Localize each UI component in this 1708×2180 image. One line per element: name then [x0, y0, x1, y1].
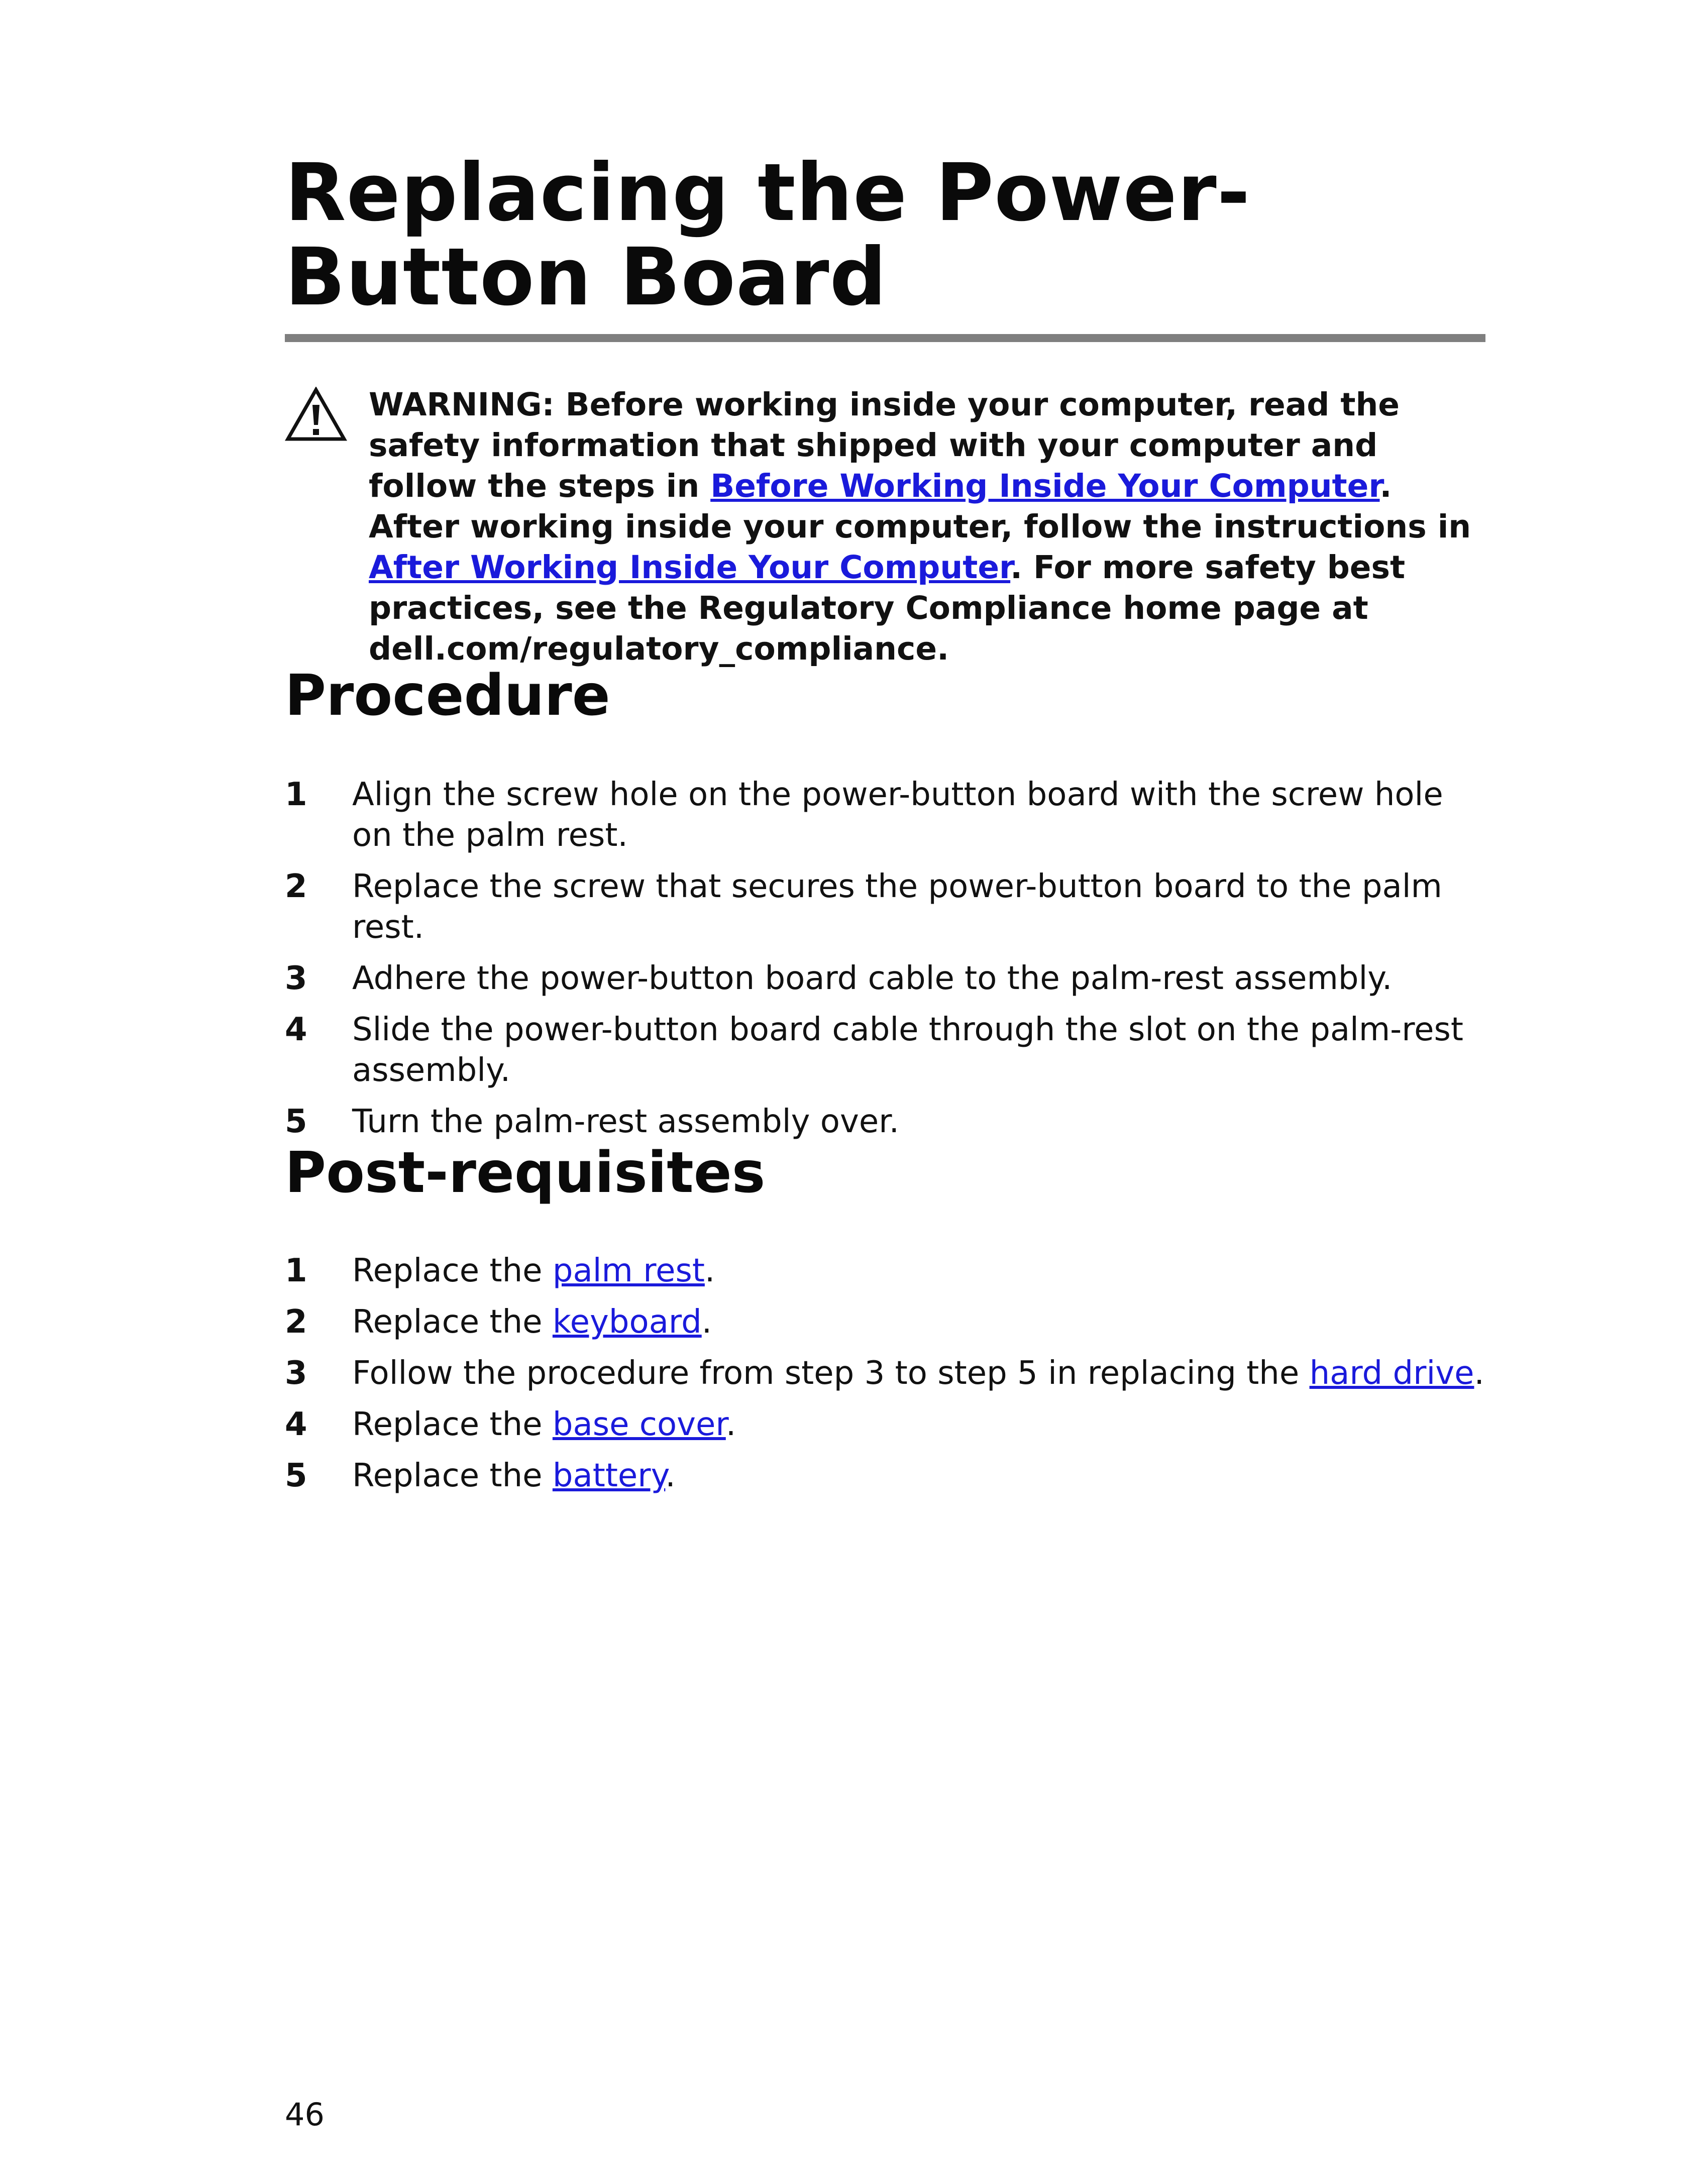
postrequisites-heading: Post-requisites — [285, 1140, 766, 1206]
procedure-list — [285, 775, 1485, 1153]
step-number: 3 — [285, 1355, 307, 1392]
procedure-step — [285, 1102, 1485, 1142]
warning-text-part: WARNING: Before working inside your computer, read the safety information that shipped with your computer and follow the steps in — [369, 386, 1400, 504]
step-number: 5 — [285, 1457, 307, 1494]
step-text: . — [725, 1406, 736, 1443]
step-text: Slide the power-button board cable through the slot on the palm-rest assembly. — [352, 1011, 1463, 1089]
step-number: 3 — [285, 960, 307, 997]
base-cover-link[interactable]: base cover — [552, 1406, 726, 1443]
warning-triangle-icon — [285, 387, 347, 443]
procedure-heading: Procedure — [285, 663, 610, 728]
palm-rest-link[interactable]: palm rest — [552, 1252, 705, 1289]
step-number: 2 — [285, 868, 307, 905]
step-text: . — [701, 1303, 712, 1341]
warning-text — [369, 384, 1485, 669]
warning-text-part: . For more safety best practices, see the Regulatory Compliance home page at dell.com/regulatory_compliance. — [369, 549, 1406, 667]
step-text: Replace the — [352, 1406, 553, 1443]
warning-text-part: . After working inside your computer, follow the instructions in — [369, 468, 1471, 545]
postrequisite-step — [285, 1302, 1485, 1343]
step-text: Replace the — [352, 1303, 553, 1341]
title-divider — [285, 334, 1485, 342]
before-working-link[interactable]: Before Working Inside Your Computer — [710, 468, 1380, 504]
step-text: Replace the — [352, 1457, 553, 1494]
postrequisites-list — [285, 1251, 1485, 1507]
document-page — [285, 0, 1485, 2180]
step-text: Align the screw hole on the power-button board with the screw hole on the palm rest. — [352, 776, 1443, 854]
step-text: Follow the procedure from step 3 to step 5 in replacing the — [352, 1355, 1310, 1392]
step-number: 5 — [285, 1103, 307, 1140]
procedure-step — [285, 775, 1485, 856]
postrequisite-step — [285, 1353, 1485, 1394]
step-number: 1 — [285, 776, 307, 813]
step-number: 4 — [285, 1406, 307, 1443]
step-number: 4 — [285, 1011, 307, 1048]
step-text: Replace the screw that secures the power-button board to the palm rest. — [352, 868, 1442, 946]
procedure-step — [285, 958, 1485, 999]
page-number: 46 — [285, 2096, 325, 2133]
step-text: . — [1474, 1355, 1484, 1392]
keyboard-link[interactable]: keyboard — [552, 1303, 702, 1341]
postrequisite-step — [285, 1251, 1485, 1291]
hard-drive-link[interactable]: hard drive — [1309, 1355, 1474, 1392]
step-number: 2 — [285, 1303, 307, 1341]
postrequisite-step — [285, 1456, 1485, 1496]
step-text: . — [704, 1252, 715, 1289]
step-number: 1 — [285, 1252, 307, 1289]
step-text: Adhere the power-button board cable to the palm-rest assembly. — [352, 960, 1393, 997]
step-text: Replace the — [352, 1252, 553, 1289]
postrequisite-step — [285, 1404, 1485, 1445]
page-title: Replacing the Power-Button Board — [285, 147, 1251, 323]
procedure-step — [285, 866, 1485, 948]
after-working-link[interactable]: After Working Inside Your Computer — [369, 549, 1011, 586]
step-text: . — [665, 1457, 676, 1494]
step-text: Turn the palm-rest assembly over. — [352, 1103, 899, 1140]
procedure-step — [285, 1010, 1485, 1091]
battery-link[interactable]: battery — [552, 1457, 666, 1494]
